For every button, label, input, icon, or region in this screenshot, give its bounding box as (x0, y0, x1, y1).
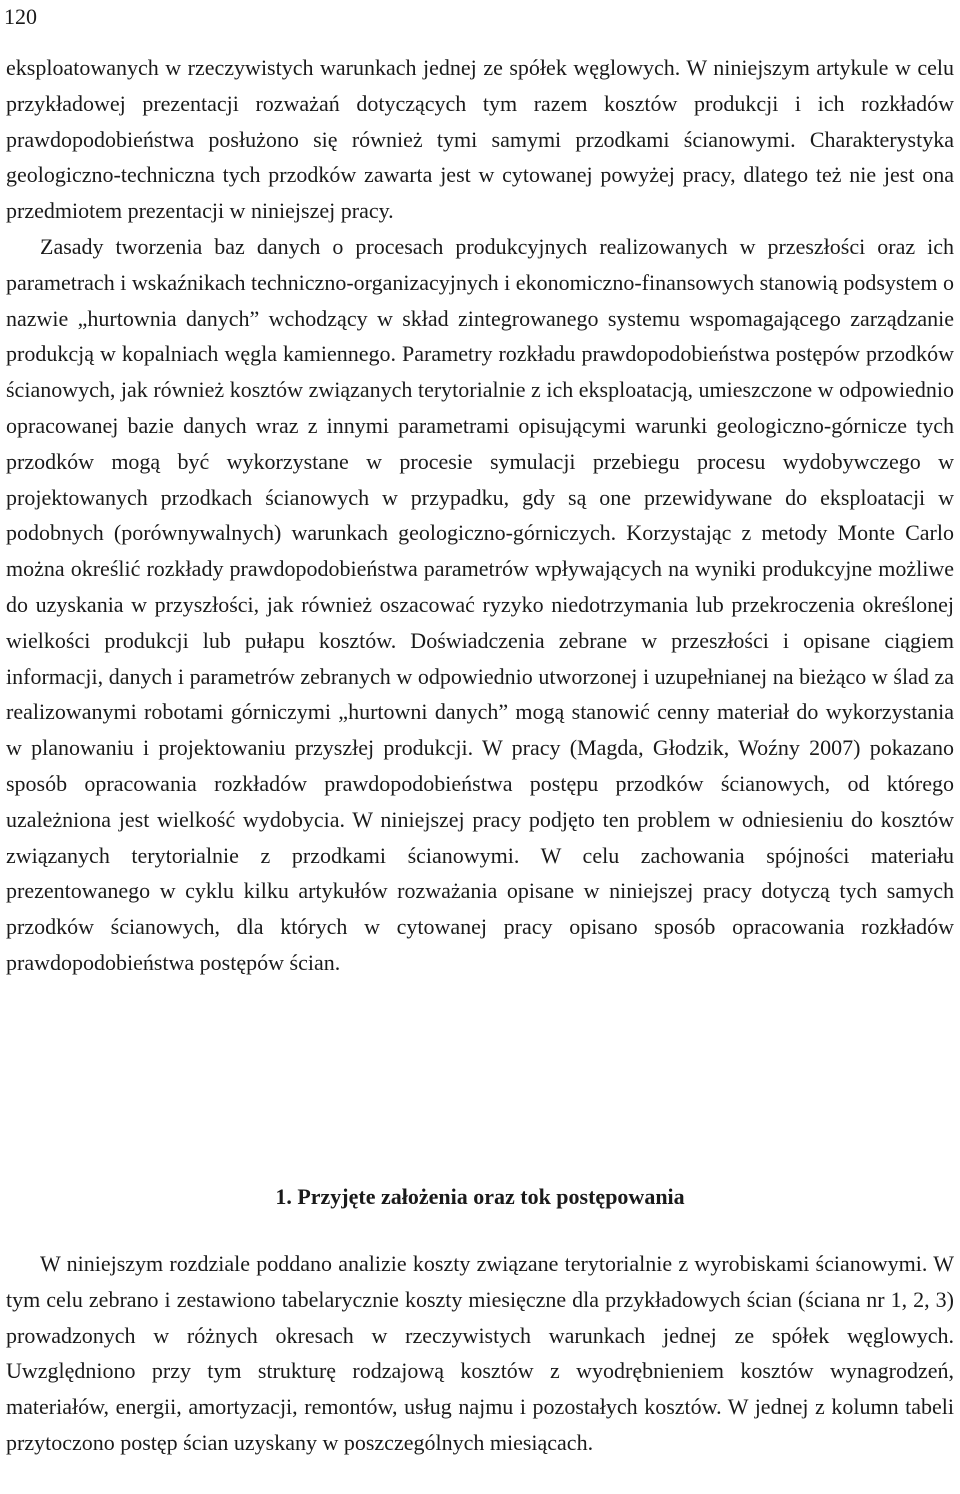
section-heading: 1. Przyjęte założenia oraz tok postępowania (275, 1184, 685, 1209)
body-text-block (6, 50, 954, 981)
paragraph-section-intro: W niniejszym rozdziale poddano analizie koszty związane terytorialnie z wyrobiskami ścianowymi. W tym celu zebrano i zestawiono tabelarycznie koszty miesięczne dla przykładowych ścian (ściana nr 1, 2, 3) prowadzonych w różnych okresach w rzeczywistych warunkach jednej ze spółek węglowych. Uwzględniono przy tym strukturę rodzajową kosztów z wyodrębnieniem kosztów wynagrodzeń, materiałów, energii, amortyzacji, remontów, usług najmu i pozostałych kosztów. W jednej z kolumn tabeli przytoczono postęp ścian uzyskany w poszczególnych miesiącach. (6, 1251, 954, 1455)
paragraph-continuation: eksploatowanych w rzeczywistych warunkach jednej ze spółek węglowych. W niniejszym artykule w celu przykładowej prezentacji rozważań dotyczących tym razem kosztów produkcji i ich rozkładów prawdopodobieństwa posłużono się również tymi samymi przodkami ścianowymi. Charakterystyka geologiczno-techniczna tych przodków zawarta jest w cytowanej powyżej pracy, dlatego też nie jest ona przedmiotem prezentacji w niniejszej pracy. (6, 55, 954, 224)
page-number: 120 (4, 4, 37, 29)
paragraph-data-warehouse: Zasady tworzenia baz danych o procesach produkcyjnych realizowanych w przeszłości oraz ich parametrach i wskaźnikach techniczno-organizacyjnych i ekonomiczno-finansowych stanowią podsystem o nazwie „hurtownia danych” wchodzący w skład zintegrowanego systemu wspomagającego zarządzanie produkcją w kopalniach węgla kamiennego. Parametry rozkładu prawdopodobieństwa postępów przodków ścianowych, jak również kosztów związanych terytorialnie z ich eksploatacją, umieszczone w odpowiednio opracowanej bazie danych wraz z innymi parametrami opisującymi warunki geologiczno-górnicze tych przodków mogą być wykorzystane w procesie symulacji przebiegu procesu wydobywczego w projektowanych przodkach ścianowych w przypadku, gdy są one przewidywane do eksploatacji w podobnych (porównywalnych) warunkach geologiczno-górniczych. Korzystając z metody Monte Carlo można określić rozkłady prawdopodobieństwa parametrów wpływających na wyniki produkcyjne możliwe do uzyskania w przyszłości, jak również oszacować ryzyko niedotrzymania lub przekroczenia określonej wielkości produkcji lub pułapu kosztów. Doświadczenia zebrane w przeszłości i opisane ciągiem informacji, danych i parametrów zebranych w odpowiednio utworzonej i uzupełnianej na bieżąco w ślad za realizowanymi robotami górniczymi „hurtowni danych” mogą stanowić cenny materiał do wykorzystania w planowaniu i projektowaniu przyszłej produkcji. W pracy (Magda, Głodzik, Woźny 2007) pokazano sposób opracowania rozkładów prawdopodobieństwa postępu przodków ścianowych, od którego uzależniona jest wielkość wydobycia. W niniejszej pracy podjęto ten problem w odniesieniu do kosztów związanych terytorialnie z przodkami ścianowymi. W celu zachowania spójności materiału prezentowanego w cyklu kilku artykułów rozważania opisane w niniejszej pracy dotyczą tych samych przodków ścianowych, dla których w cytowanej pracy opisano sposób opracowania rozkładów prawdopodobieństwa postępów ścian. (6, 233, 954, 975)
section-body (6, 1246, 954, 1461)
